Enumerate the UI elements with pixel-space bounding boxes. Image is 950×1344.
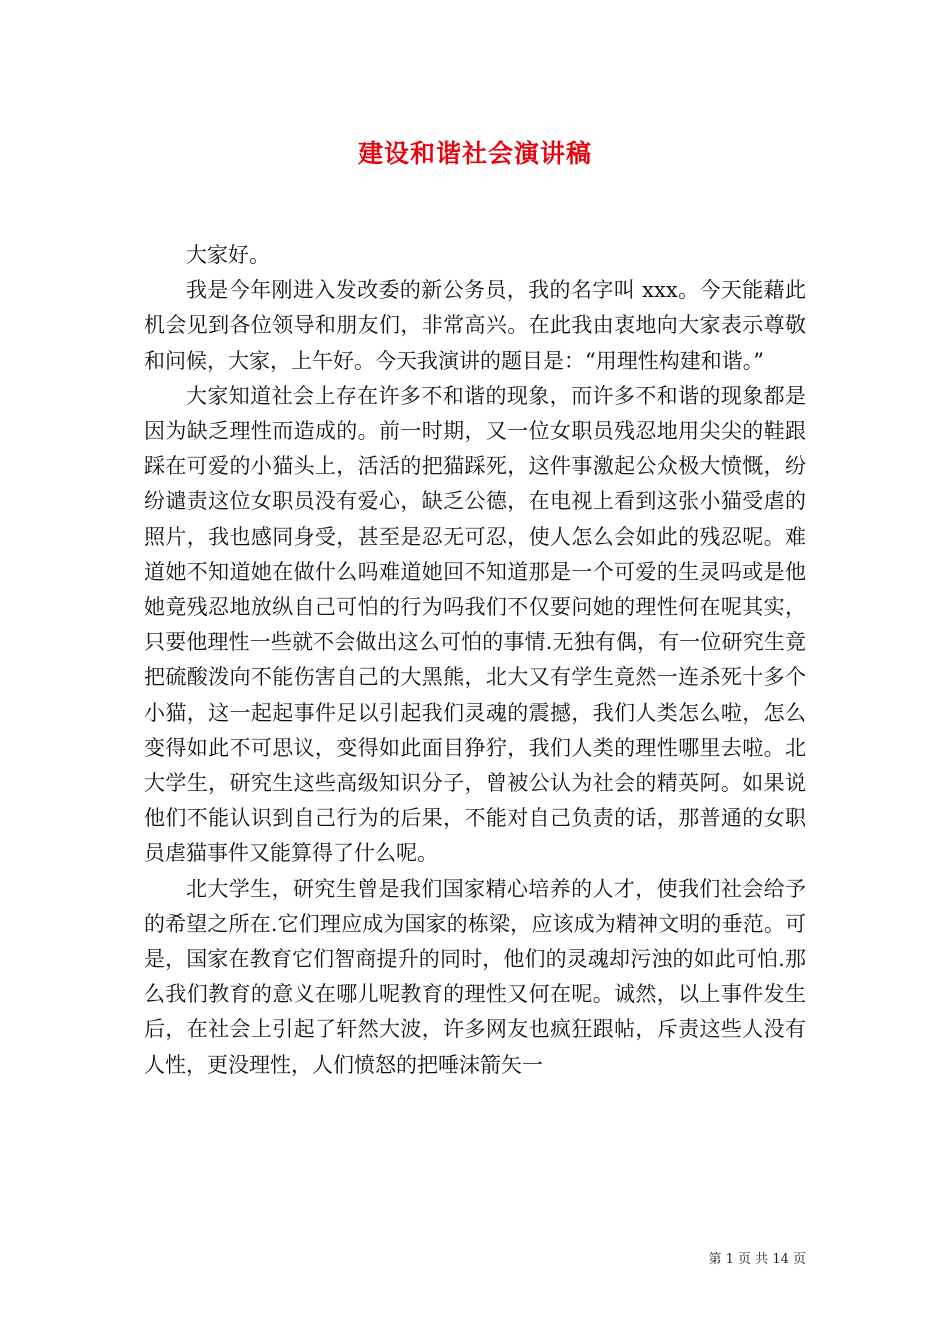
paragraph-introduction: 我是今年刚进入发改委的新公务员，我的名字叫 xxx。今天能藉此机会见到各位领导和朋友们，非常高兴。在此我由衷地向大家表示尊敬和问候，大家，上午好。今天我演讲的题目是：“用理性构建和谐。”	[144, 278, 806, 373]
paragraph-cat-incident: 大家知道社会上存在许多不和谐的现象，而许多不和谐的现象都是因为缺乏理性而造成的。前一时期，又一位女职员残忍地用尖尖的鞋跟踩在可爱的小猫头上，活活的把猫踩死，这件事激起公众极大愤慨，纷纷谴责这位女职员没有爱心，缺乏公德，在电视上看到这张小猫受虐的照片，我也感同身受，甚至是忍无可忍，使人怎么会如此的残忍呢。难道她不知道她在做什么吗难道她回不知道那是一个可爱的生灵吗或是他她竟残忍地放纵自己可怕的行为吗我们不仅要问她的理性何在呢其实，只要他理性一些就不会做出这么可怕的事情.无独有偶，有一位研究生竟把硫酸泼向不能伤害自己的大黑熊，北大又有学生竟然一连杀死十多个小猫，这一起起事件足以引起我们灵魂的震撼，我们人类怎么啦，怎么变得如此不可思议，变得如此面目狰狞，我们人类的理性哪里去啦。北大学生，研究生这些高级知识分子，曾被公认为社会的精英阿。如果说他们不能认识到自己行为的后果，不能对自己负责的话，那普通的女职员虐猫事件又能算得了什么呢。	[144, 383, 806, 866]
paragraph-education: 北大学生，研究生曾是我们国家精心培养的人才，使我们社会给予的希望之所在.它们理应成为国家的栋梁，应该成为精神文明的垂范。可是，国家在教育它们智商提升的同时，他们的灵魂却污浊的如此可怕.那么我们教育的意义在哪儿呢教育的理性又何在呢。诚然，以上事件发生后，在社会上引起了轩然大波，许多网友也疯狂跟帖，斥责这些人没有人性，更没理性，人们愤怒的把唾沫箭矢一	[144, 876, 806, 1077]
document-title: 建设和谐社会演讲稿	[357, 139, 592, 168]
document-body	[144, 238, 806, 1083]
page-footer: 第 1 页 共 14 页	[708, 1252, 806, 1267]
paragraph-greeting: 大家好。	[186, 243, 270, 267]
